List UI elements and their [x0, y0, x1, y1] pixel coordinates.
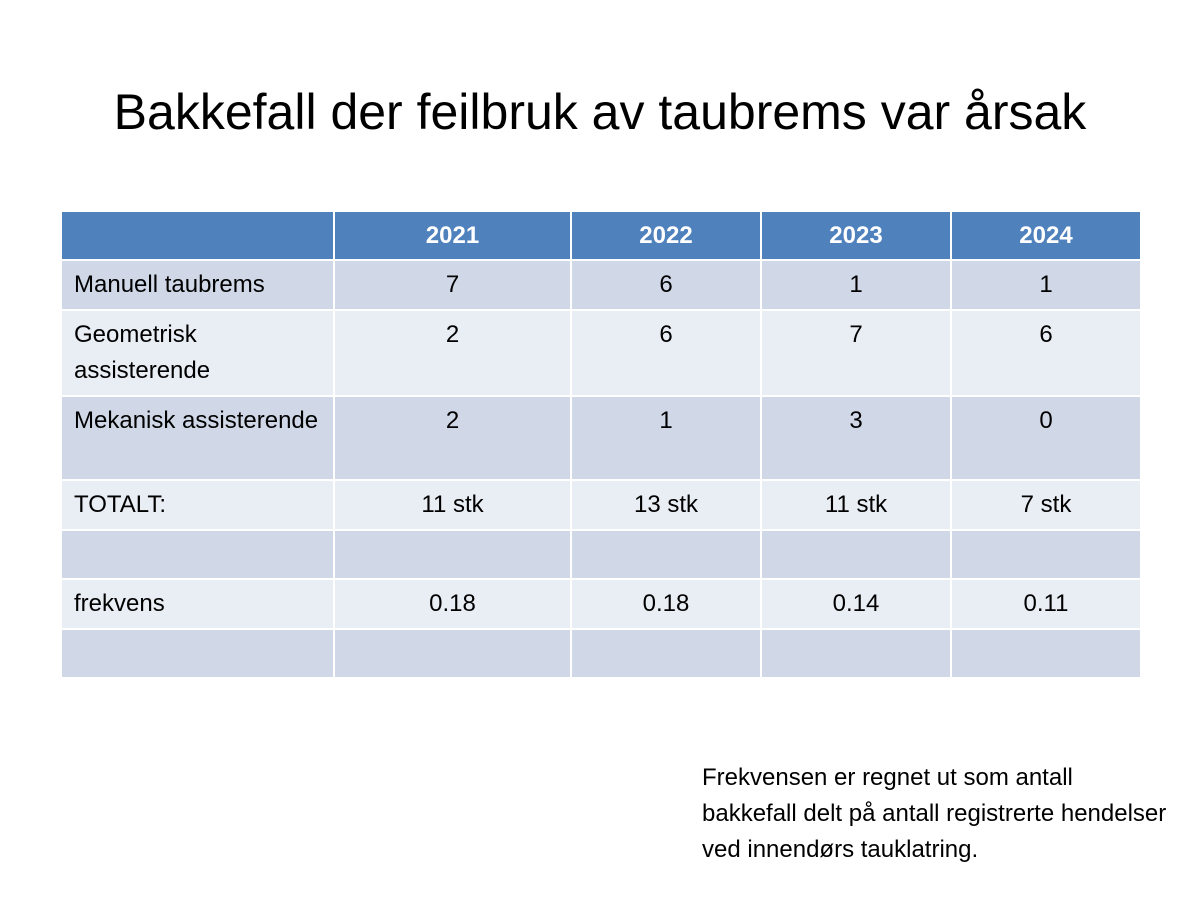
table-cell: 1 [761, 260, 951, 310]
row-label: Mekanisk assisterende [61, 396, 334, 480]
table-cell [951, 629, 1141, 678]
slide-title: Bakkefall der feilbruk av taubrems var årsak [113, 84, 1087, 140]
table-cell [334, 530, 571, 579]
row-label: Geometrisk assisterende [61, 310, 334, 396]
table-cell: 7 [334, 260, 571, 310]
table-row [61, 310, 1141, 396]
header-cell-year: 2021 [334, 211, 571, 260]
table-cell [761, 629, 951, 678]
header-cell-year: 2024 [951, 211, 1141, 260]
table-cell: 0 [951, 396, 1141, 480]
table-cell: 3 [761, 396, 951, 480]
row-label: frekvens [61, 579, 334, 629]
table-cell: 11 stk [761, 480, 951, 530]
table-cell: 2 [334, 396, 571, 480]
table-cell [571, 629, 761, 678]
row-label: TOTALT: [61, 480, 334, 530]
row-label: Manuell taubrems [61, 260, 334, 310]
data-table [60, 210, 1142, 679]
row-label [61, 530, 334, 579]
table-cell [761, 530, 951, 579]
table-cell [334, 629, 571, 678]
row-label [61, 629, 334, 678]
table-cell: 6 [571, 260, 761, 310]
table-cell: 1 [571, 396, 761, 480]
table-row [61, 480, 1141, 530]
table-row [61, 579, 1141, 629]
table-cell: 7 [761, 310, 951, 396]
table-cell: 0.11 [951, 579, 1141, 629]
header-cell-year: 2023 [761, 211, 951, 260]
table-row [61, 260, 1141, 310]
table-row [61, 396, 1141, 480]
table-cell [571, 530, 761, 579]
table-cell: 6 [571, 310, 761, 396]
table-cell: 7 stk [951, 480, 1141, 530]
table-row [61, 629, 1141, 678]
table-cell: 11 stk [334, 480, 571, 530]
table-cell: 1 [951, 260, 1141, 310]
table-cell: 13 stk [571, 480, 761, 530]
table-cell: 2 [334, 310, 571, 396]
table-row [61, 530, 1141, 579]
table-cell: 6 [951, 310, 1141, 396]
table-cell: 0.18 [334, 579, 571, 629]
table-cell [951, 530, 1141, 579]
header-cell-year: 2022 [571, 211, 761, 260]
header-cell-empty [61, 211, 334, 260]
table-cell: 0.14 [761, 579, 951, 629]
table-cell: 0.18 [571, 579, 761, 629]
footnote: Frekvensen er regnet ut som antall bakkefall delt på antall registrerte hendelser ved innendørs tauklatring. [702, 764, 1167, 863]
table-header-row [61, 211, 1141, 260]
